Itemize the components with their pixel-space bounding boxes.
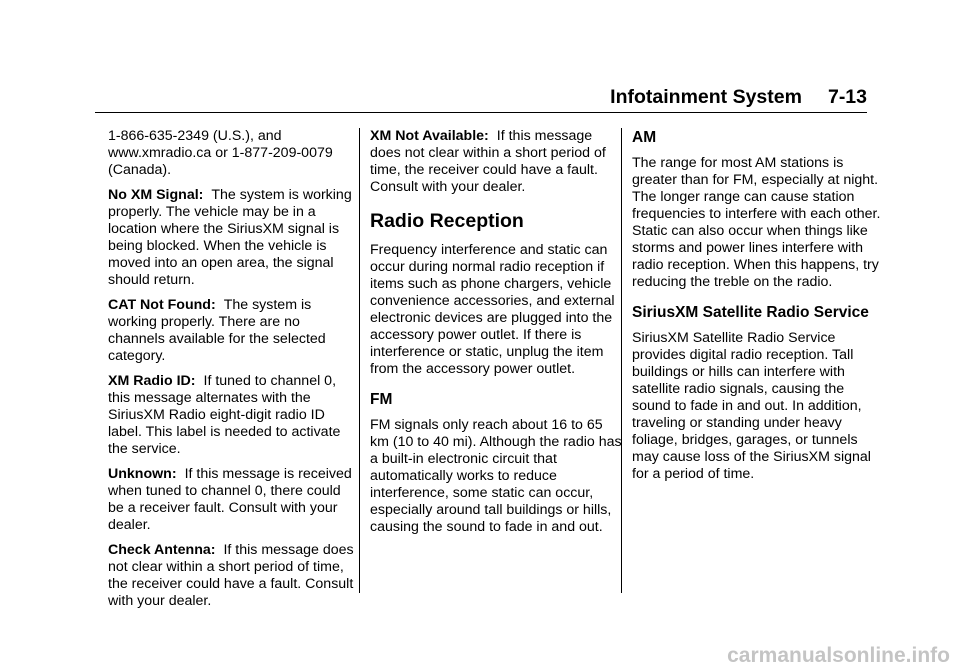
radio-id-paragraph	[108, 373, 360, 458]
check-antenna-text: If this message does not clear within a short period of time, the receiver could have a fault. Consult with your dealer.	[108, 542, 354, 609]
cat-not-found-term: CAT Not Found:	[108, 297, 216, 313]
column-1	[108, 128, 360, 618]
cat-not-found-paragraph	[108, 297, 360, 365]
check-antenna-paragraph	[108, 542, 360, 610]
siriusxm-service-paragraph: SiriusXM Satellite Radio Service provides digital radio reception. Tall buildings or hills can interfere with satellite radio signals, causing the sound to fade in and out. In addition, traveling or standing under heavy foliage, bridges, garages, or tunnels may cause loss of the SiriusXM signal for a period of time.	[632, 330, 871, 482]
fm-heading: FM	[370, 391, 393, 408]
unknown-term: Unknown:	[108, 466, 177, 482]
xm-not-available-text: If this message does not clear within a short period of time, the receiver could have a fault. Consult with your dealer.	[370, 128, 606, 195]
no-signal-paragraph	[108, 187, 360, 289]
unknown-paragraph	[108, 466, 360, 534]
page-number: 7-13	[827, 86, 867, 108]
radio-id-term: XM Radio ID:	[108, 373, 196, 389]
page-header	[560, 78, 867, 108]
xm-not-available-term: XM Not Available:	[370, 128, 489, 144]
siriusxm-service-heading: SiriusXM Satellite Radio Service	[632, 304, 869, 321]
column-3	[632, 128, 884, 491]
column-2	[370, 128, 622, 544]
fm-paragraph: FM signals only reach about 16 to 65 km (10 to 40 mi). Although the radio has a built-in electronic circuit that automatically works to reduce interference, some static can occur, especially around tall buildings or hills, causing the sound to fade in and out.	[370, 417, 622, 535]
check-antenna-term: Check Antenna:	[108, 542, 216, 558]
header-rule	[95, 112, 867, 113]
xm-not-available-paragraph	[370, 128, 622, 196]
unknown-text: If this message is received when tuned to channel 0, there could be a receiver fault. Consult with your dealer.	[108, 466, 352, 533]
radio-id-text: If tuned to channel 0, this message alternates with the SiriusXM Radio eight-digit radio ID label. This label is needed to activate the service.	[108, 373, 341, 457]
cat-not-found-text: The system is working properly. There are no channels available for the selected category.	[108, 297, 326, 364]
contact-paragraph: 1-866-635-2349 (U.S.), and www.xmradio.ca or 1-877-209-0079 (Canada).	[108, 128, 333, 178]
no-signal-term: No XM Signal:	[108, 187, 204, 203]
am-paragraph: The range for most AM stations is greater than for FM, especially at night. The longer range can cause station frequencies to interfere with each other. Static can also occur when things like storms and power lines interfere with radio reception. When this happens, try reducing the treble on the radio.	[632, 155, 881, 290]
section-title: Infotainment System	[610, 86, 802, 108]
no-signal-text: The system is working properly. The vehicle may be in a location where the SiriusXM signal is being blocked. When the vehicle is moved into an open area, the signal should return.	[108, 187, 352, 288]
am-heading: AM	[632, 129, 657, 146]
watermark: carmanualsonline.info	[727, 644, 950, 667]
radio-reception-paragraph: Frequency interference and static can occur during normal radio reception if items such as phone chargers, vehicle convenience accessories, and external electronic devices are plugged into the accessory power outlet. If there is interference or static, unplug the item from the accessory power outlet.	[370, 242, 615, 377]
radio-reception-heading: Radio Reception	[370, 210, 524, 232]
